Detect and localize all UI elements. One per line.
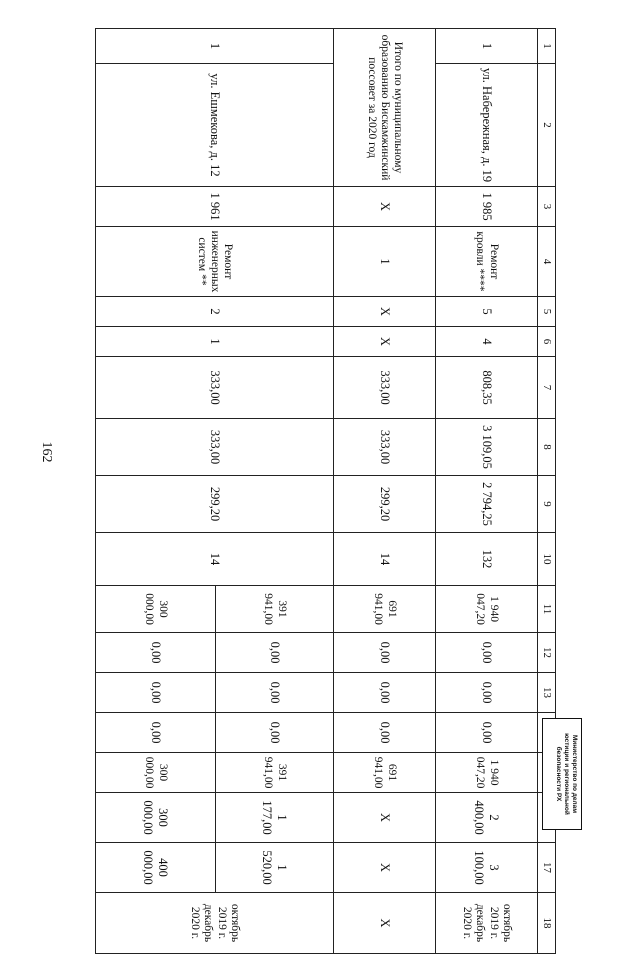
table-row-total bbox=[334, 29, 436, 954]
cell-col13: 0,00 bbox=[436, 673, 538, 713]
cell-col11: 391 941,00 bbox=[216, 586, 334, 633]
column-number: 9 bbox=[538, 476, 556, 533]
cell-col17: 400 000,00 bbox=[96, 843, 216, 893]
cell-col6: 4 bbox=[436, 327, 538, 357]
column-number: 17 bbox=[538, 843, 556, 893]
total-label: Итого по муниципальному образованию Бискамжинский поссовет за 2020 год bbox=[334, 29, 436, 187]
cell-col8: 333,00 bbox=[96, 419, 334, 476]
cell-col5: 2 bbox=[96, 297, 334, 327]
address-cell: ул. Набережная, д. 19 bbox=[436, 64, 538, 187]
stamp-line: юстиции и региональной bbox=[562, 733, 570, 815]
cell-col16: 1 177,00 bbox=[216, 793, 334, 843]
ministry-stamp bbox=[542, 718, 582, 830]
column-number: 4 bbox=[538, 227, 556, 297]
cell-col9: 2 794,25 bbox=[436, 476, 538, 533]
period-end: декабрь 2020 г. bbox=[461, 903, 487, 943]
cell-col11: 1 940 047,20 bbox=[436, 586, 538, 633]
cell-col11: 300 000,00 bbox=[96, 586, 216, 633]
construction-year: Х bbox=[334, 187, 436, 227]
cell-col10: 14 bbox=[96, 533, 334, 586]
cell-col5: 5 bbox=[436, 297, 538, 327]
cell-col11: 691 941,00 bbox=[334, 586, 436, 633]
row-index: 1 bbox=[96, 29, 334, 64]
repair-program-table bbox=[95, 28, 556, 954]
period-start: октябрь 2019 г. bbox=[215, 903, 241, 943]
work-type: Ремонт кровли **** bbox=[436, 227, 538, 297]
cell-col16: 300 000,00 bbox=[96, 793, 216, 843]
period-end: декабрь 2020 г. bbox=[189, 903, 215, 943]
table-wrapper bbox=[96, 28, 556, 943]
cell-col15: 391 941,00 bbox=[216, 753, 334, 793]
column-number: 5 bbox=[538, 297, 556, 327]
cell-col8: 3 109,05 bbox=[436, 419, 538, 476]
work-type: Ремонт инженерных систем ** bbox=[96, 227, 334, 297]
column-number: 10 bbox=[538, 533, 556, 586]
column-number: 8 bbox=[538, 419, 556, 476]
work-type: 1 bbox=[334, 227, 436, 297]
column-number: 13 bbox=[538, 673, 556, 713]
cell-col6: Х bbox=[334, 327, 436, 357]
cell-col18 bbox=[436, 893, 538, 954]
cell-col18 bbox=[96, 893, 334, 954]
cell-col5: Х bbox=[334, 297, 436, 327]
table-row-naberezhnaya bbox=[436, 29, 538, 954]
cell-col14: 0,00 bbox=[334, 713, 436, 753]
row-index: 1 bbox=[436, 29, 538, 64]
cell-col17: Х bbox=[334, 843, 436, 893]
column-number: 1 bbox=[538, 29, 556, 64]
cell-col9: 299,20 bbox=[96, 476, 334, 533]
cell-col17: 3 100,00 bbox=[436, 843, 538, 893]
column-number: 2 bbox=[538, 64, 556, 187]
cell-col17: 1 520,00 bbox=[216, 843, 334, 893]
column-number: 12 bbox=[538, 633, 556, 673]
cell-col14: 0,00 bbox=[96, 713, 216, 753]
stamp-line: безопасности РХ bbox=[554, 746, 562, 802]
cell-col14: 0,00 bbox=[436, 713, 538, 753]
cell-col12: 0,00 bbox=[334, 633, 436, 673]
cell-col15: 1 940 047,20 bbox=[436, 753, 538, 793]
cell-col7: 808,35 bbox=[436, 357, 538, 419]
column-number: 3 bbox=[538, 187, 556, 227]
column-number: 11 bbox=[538, 586, 556, 633]
cell-col7: 333,00 bbox=[334, 357, 436, 419]
cell-col14: 0,00 bbox=[216, 713, 334, 753]
cell-col10: 132 bbox=[436, 533, 538, 586]
column-number: 7 bbox=[538, 357, 556, 419]
cell-col9: 299,20 bbox=[334, 476, 436, 533]
column-number: 6 bbox=[538, 327, 556, 357]
cell-col13: 0,00 bbox=[96, 673, 216, 713]
address-cell: ул. Ешмекова, д. 12 bbox=[96, 64, 334, 187]
column-number: 18 bbox=[538, 893, 556, 954]
table-row-eshmekova-top bbox=[216, 29, 334, 954]
cell-col16: Х bbox=[334, 793, 436, 843]
stamp-line: Министерство по делам bbox=[571, 734, 578, 814]
cell-col12: 0,00 bbox=[436, 633, 538, 673]
construction-year: 1 961 bbox=[96, 187, 334, 227]
cell-col18: Х bbox=[334, 893, 436, 954]
cell-col6: 1 bbox=[96, 327, 334, 357]
cell-col12: 0,00 bbox=[96, 633, 216, 673]
rotated-table-container bbox=[96, 28, 556, 943]
cell-col15: 300 000,00 bbox=[96, 753, 216, 793]
cell-col12: 0,00 bbox=[216, 633, 334, 673]
cell-col15: 691 941,00 bbox=[334, 753, 436, 793]
cell-col7: 333,00 bbox=[96, 357, 334, 419]
cell-col10: 14 bbox=[334, 533, 436, 586]
page-number: 162 bbox=[39, 441, 54, 463]
cell-col8: 333,00 bbox=[334, 419, 436, 476]
cell-col13: 0,00 bbox=[216, 673, 334, 713]
cell-col13: 0,00 bbox=[334, 673, 436, 713]
period-start: октябрь 2019 г. bbox=[487, 903, 513, 943]
construction-year: 1 985 bbox=[436, 187, 538, 227]
cell-col16: 2 400,00 bbox=[436, 793, 538, 843]
